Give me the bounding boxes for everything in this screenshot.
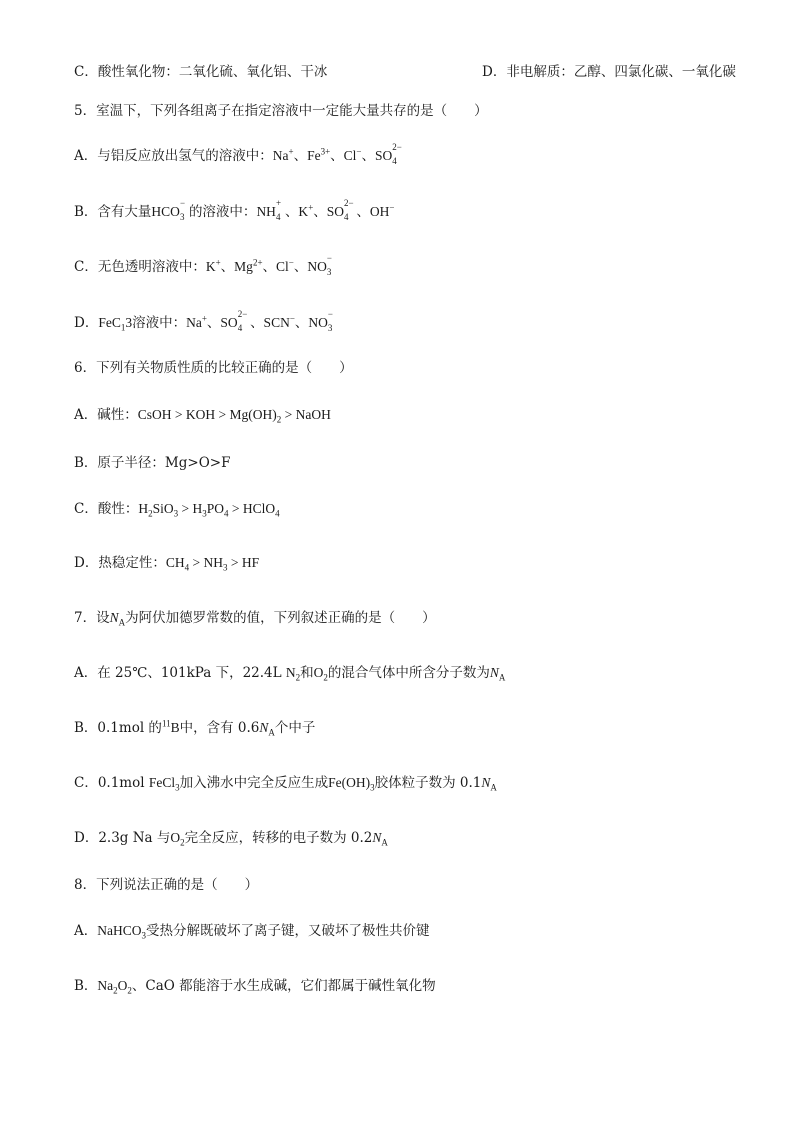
option-5d: D．FeC$_1$3溶液中：Na+、SO 2− 4 、SCN−、NO − 3 — [74, 309, 333, 333]
option-7b: B．0.1mol 的$^{11}$B中，含有 $0.6N_A$个中子 — [74, 718, 316, 738]
option-5a: A．与铝反应放出氢气的溶液中：Na+、$Fe^{3+}$、Cl−、SO 2− 4 — [74, 142, 402, 166]
option-8b: B．$Na_2O_2$、CaO 都能溶于水生成碱，它们都属于碱性氧化物 — [74, 978, 436, 996]
option-6a: A．碱性：CsOH > KOH > $Mg(OH)_2$ > NaOH — [74, 407, 331, 425]
question-5: 5．室温下，下列各组离子在指定溶液中一定能大量共存的是（ ） — [74, 103, 488, 119]
option-7c: C．0.1mol FeCl$_3$加入沸水中完全反应生成$Fe(OH)_3$胶体粒子数为 $0.1N_A$ — [74, 775, 497, 793]
option-6d: D．热稳定性：$CH_4 > NH_3$ > HF — [74, 555, 260, 573]
option-4c-line — [74, 62, 736, 82]
option-7a: A．在 25℃、101kPa 下，22.4L $N_2$和$O_2$的混合气体中所含分子数为$N_A$ — [74, 665, 506, 683]
option-5b: B．含有大量HCO − 3 的溶液中：NH + 4 、K+、SO 2− 4 、OH− — [74, 198, 395, 222]
option-4d: D．非电解质：乙醇、四氯化碳、一氧化碳 — [482, 64, 736, 80]
question-6: 6．下列有关物质性质的比较正确的是（ ） — [74, 360, 353, 376]
question-8: 8．下列说法正确的是（ ） — [74, 877, 259, 893]
question-7: 7．设$N_A$为阿伏加德罗常数的值，下列叙述正确的是（ ） — [74, 610, 436, 628]
option-7d: D．2.3g Na 与$O_2$完全反应，转移的电子数为 $0.2N_A$ — [74, 830, 388, 848]
option-6c: C．酸性：$H_2SiO_3 > H_3PO_4$ > HClO$_4$ — [74, 501, 280, 519]
option-5c: C．无色透明溶液中：K+、$Mg^{2+}$、Cl−、NO − 3 — [74, 253, 332, 277]
option-6b: B．原子半径：Mg>O>F — [74, 455, 231, 471]
option-4c: C．酸性氧化物：二氧化硫、氧化铝、干冰 — [74, 64, 328, 80]
option-8a: A．NaHCO$_3$受热分解既破坏了离子键，又破坏了极性共价键 — [74, 923, 430, 941]
